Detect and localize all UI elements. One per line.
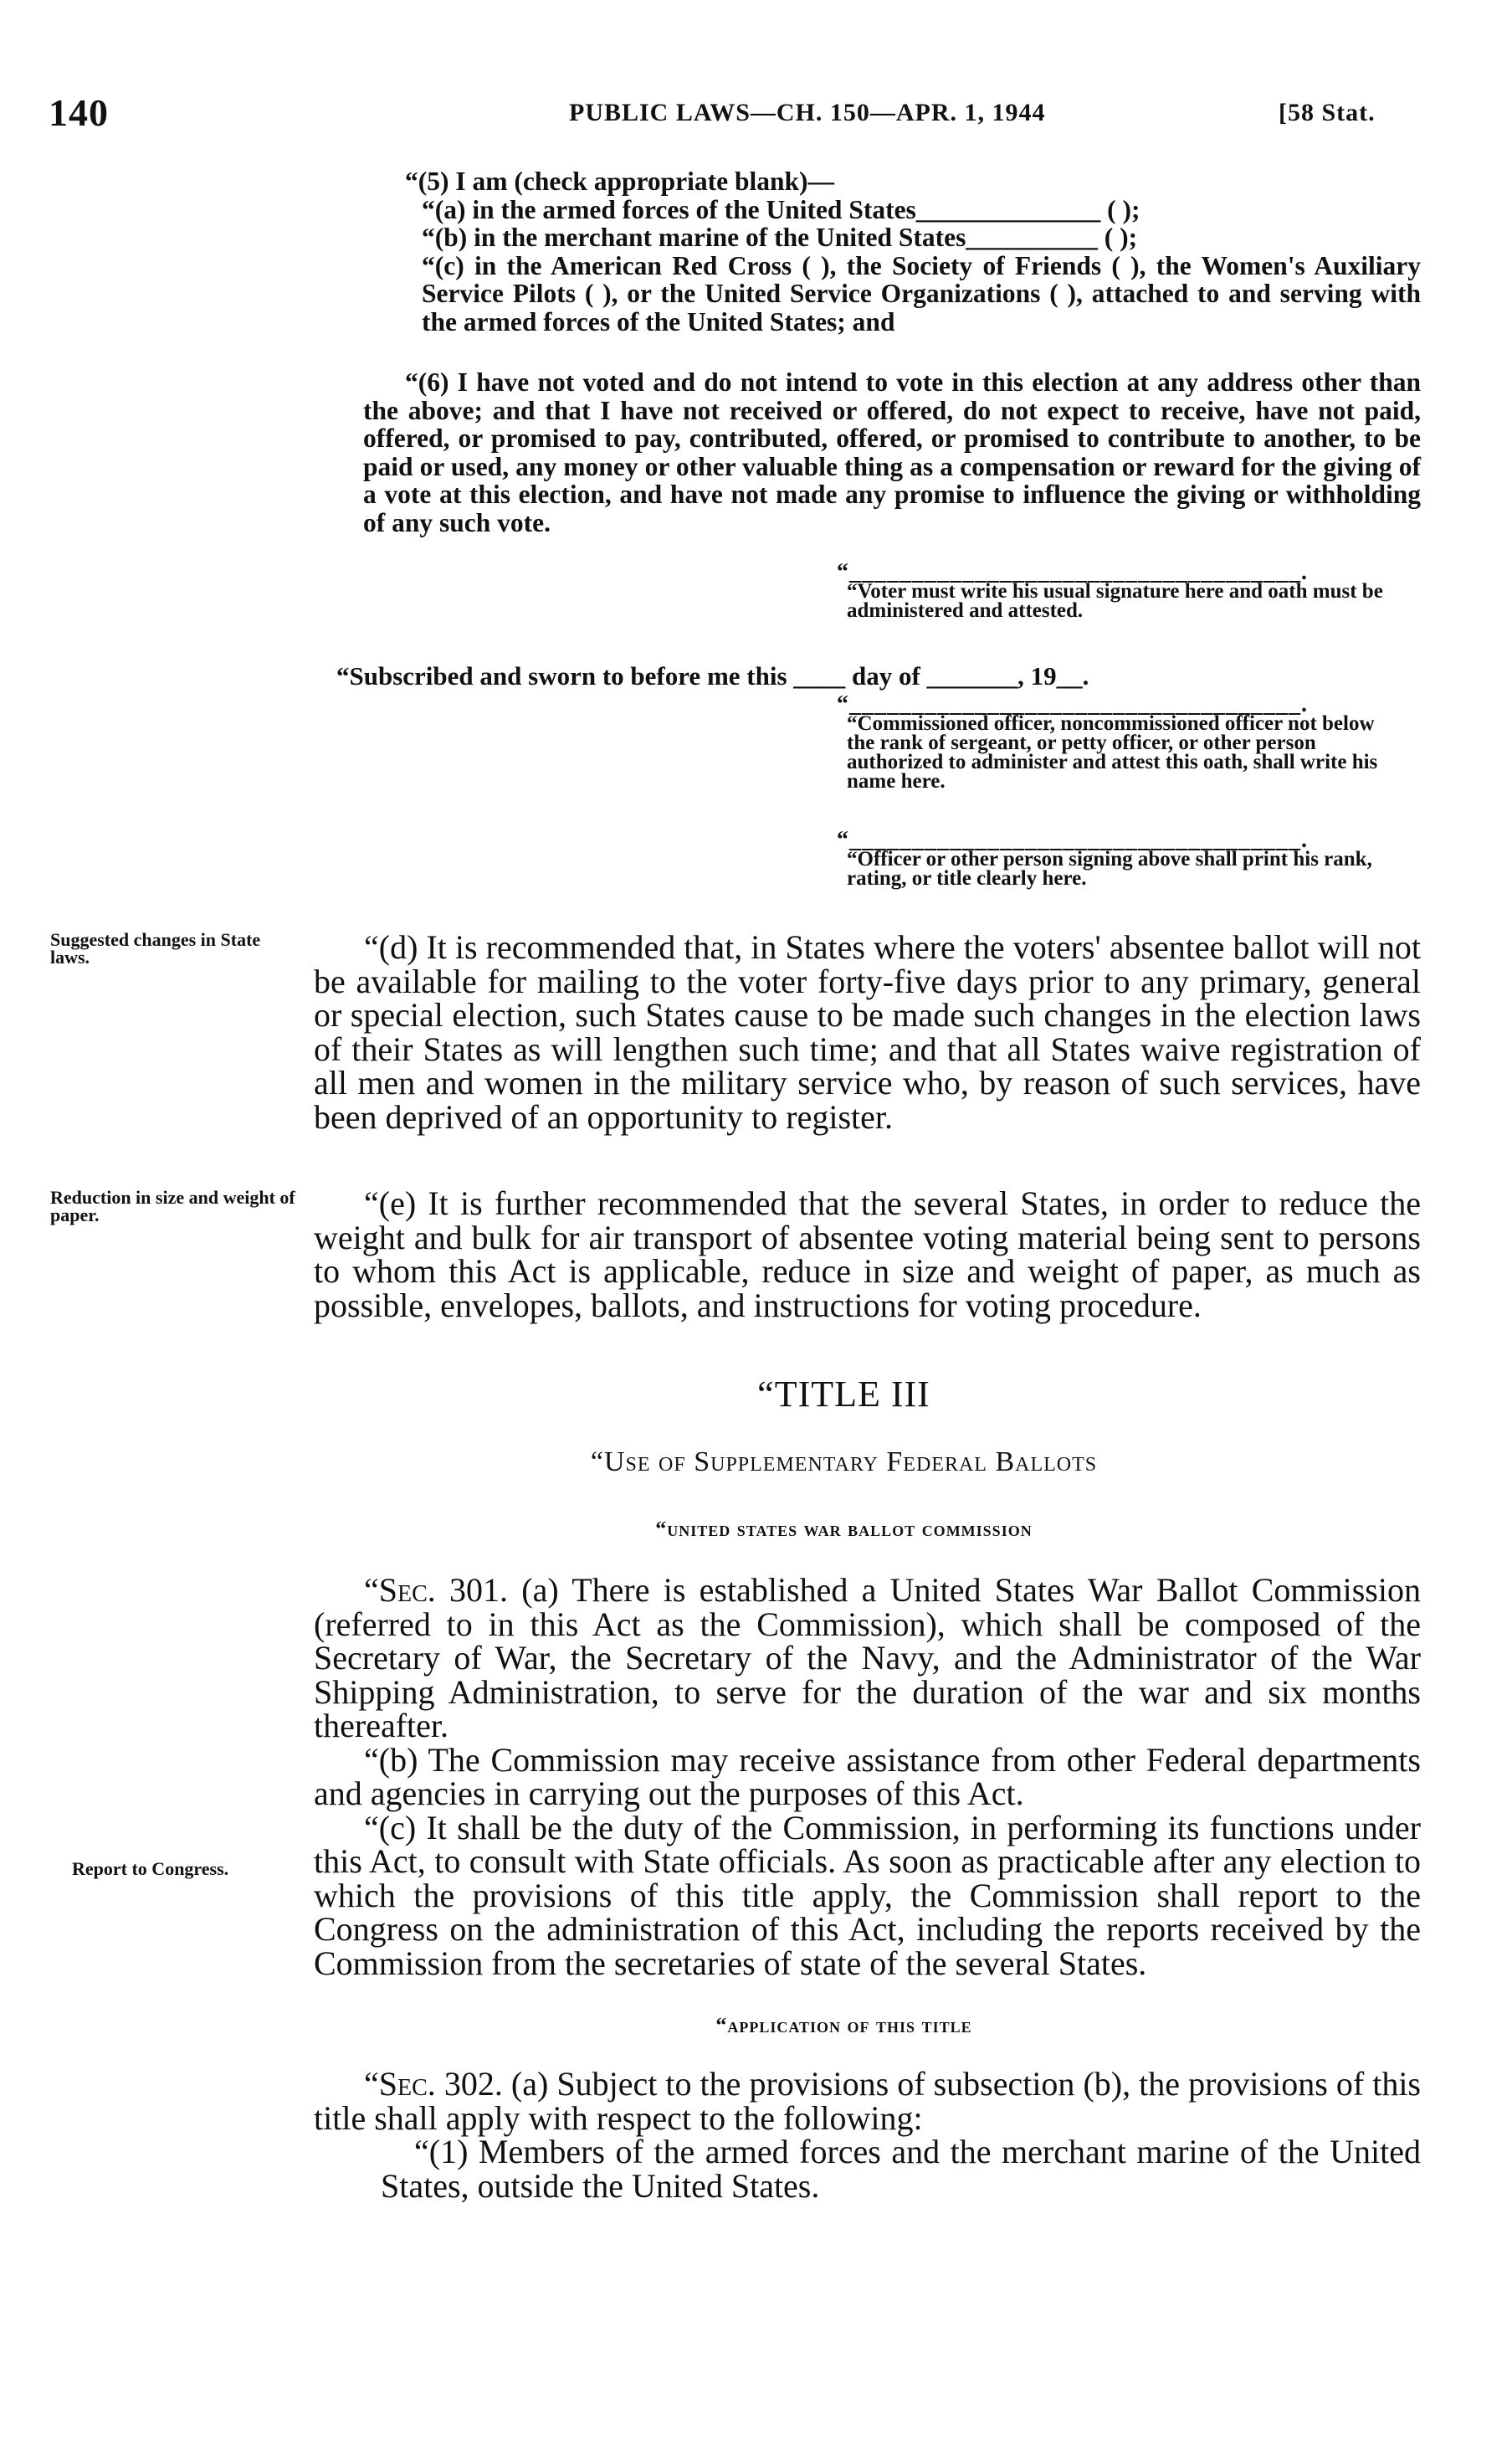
margin-note-report: Report to Congress.: [72, 1858, 229, 1879]
section-301c: “(c) It shall be the duty of the Commission, in performing its functions under this Act, to consult with State officials. As soon as practicable after any election to which the provisions of this title apply, the Commission shall report to the Congress on the administration of this Act, including the reports received by the Commission from the secretaries of state of the several States.: [314, 1808, 1421, 1982]
oath-item-5b: “(b) in the merchant marine of the United States__________ ( );: [422, 223, 1138, 252]
oath-item-6-text: “(6) I have not voted and do not intend to vote in this election at any address other than the above; and that I have not received or offered, do not expect to receive, have not paid, offered, or promised to pay, contributed, offered, or promised to contribute to another, to be paid or used, any money or other valuable thing as a compensation or reward for the giving of a vote at this election, and have not made any promise to influence the giving or withholding of any such vote.: [363, 367, 1421, 537]
oath-item-5a: “(a) in the armed forces of the United States______________ ( );: [422, 194, 1140, 224]
voter-signature-block: [837, 559, 1406, 622]
voter-signature-line: “____________________________________.: [837, 559, 1308, 585]
section-301: [314, 1571, 1421, 1982]
margin-note-reduction: Reduction in size and weight of paper.: [50, 1187, 295, 1225]
paragraph-e-text: “(e) It is further recommended that the several States, in order to reduce the weight and bulk for air transport of absentee voting material being sent to persons to whom this Act is applicable, reduce in size and weight of paper, as much as possible, envelopes, ballots, and instructions for voting procedure.: [314, 1184, 1421, 1324]
officer-rank-caption: “Officer or other person signing above shall print his rank, rating, or title clearly here.: [847, 848, 1372, 890]
subscribed-line: “Subscribed and sworn to before me this ____ day of _______, 19__.: [336, 661, 1089, 691]
commission-heading: “united states war ballot commission: [655, 1517, 1033, 1541]
oath-item-6: [363, 368, 1421, 537]
margin-note-suggested-changes: Suggested changes in State laws.: [50, 929, 261, 968]
oath-item-5-intro: “(5) I am (check appropriate blank)—: [405, 167, 835, 196]
volume-reference: [58 Stat.: [1279, 99, 1376, 126]
section-302-label: “Sec. 302.: [364, 2065, 503, 2103]
section-302a-text: (a) Subject to the provisions of subsection (b), the provisions of this title shall apply with respect to the following:: [314, 2065, 1422, 2137]
running-title: PUBLIC LAWS—CH. 150—APR. 1, 1944: [569, 99, 1046, 126]
page-number: 140: [49, 91, 109, 134]
oath-item-5c: “(c) in the American Red Cross ( ), the Society of Friends ( ), the Women's Auxiliary Service Pilots ( ), or the United Service Organizations ( ), attached to and serving with the armed forces of the United States; and: [422, 250, 1421, 336]
section-301a-text: (a) There is established a United States War Ballot Commission (referred to in this Act as the Commission), which shall be composed of the Secretary of War, the Secretary of the Navy, and the Administrator of the War Shipping Administration, to serve for the duration of the war and six months thereafter.: [314, 1571, 1421, 1744]
section-302: [314, 2067, 1421, 2203]
officer-signature-line: “____________________________________.: [837, 691, 1308, 717]
officer-rank-line: “____________________________________.: [837, 827, 1308, 853]
paragraph-d-text: “(d) It is recommended that, in States where the voters' absentee ballot will not be available for mailing to the voter forty-five days prior to any primary, general or special election, such States cause to be made such changes in the election laws of their States as will lengthen such time; and that all States waive registration of all men and women in the military service who, by reason of such services, have been deprived of an opportunity to register.: [314, 928, 1421, 1136]
paragraph-e: [314, 1184, 1421, 1324]
officer-signature-block: [837, 691, 1406, 793]
section-301b: “(b) The Commission may receive assistance from other Federal departments and agencies in carrying out the purposes of this Act.: [314, 1740, 1421, 1812]
paragraph-d: [314, 928, 1421, 1136]
section-302a: [314, 2067, 1421, 2135]
section-302a1: “(1) Members of the armed forces and the merchant marine of the United States, outside the United States.: [381, 2133, 1421, 2205]
officer-signature-caption: “Commissioned officer, noncommissioned officer not below the rank of sergeant, or petty officer, or other person authorized to administer and attest this oath, shall write his name here.: [847, 712, 1378, 793]
voter-signature-caption: “Voter must write his usual signature here and oath must be administered and attested.: [847, 580, 1383, 622]
application-heading: “application of this title: [715, 2013, 972, 2037]
title-iii-heading: “TITLE III: [757, 1374, 930, 1415]
officer-rank-block: [837, 827, 1406, 890]
title-iii-subheading: “Use of Supplementary Federal Ballots: [590, 1446, 1098, 1477]
oath-form-items: [363, 167, 1421, 336]
section-301-label: “Sec. 301.: [364, 1571, 509, 1609]
section-301a: [314, 1571, 1421, 1744]
